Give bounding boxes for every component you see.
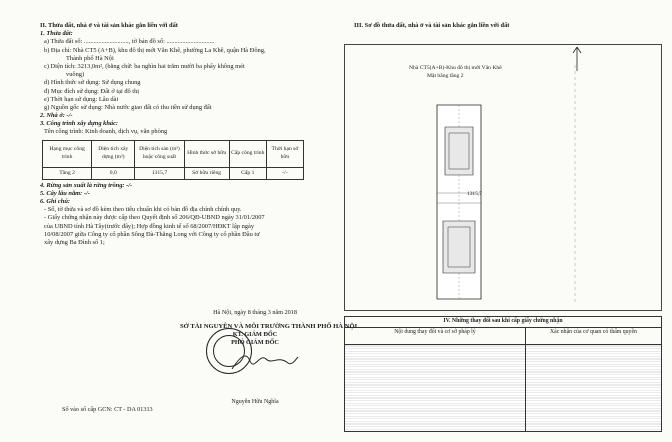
house-title: 2. Nhà ở: -/-: [40, 112, 73, 120]
perennial-line: 5. Cây lâu năm: -/-: [40, 189, 90, 197]
signer-role-2: PHÓ GIÁM ĐỐC: [231, 339, 279, 347]
section-2: [40, 22, 358, 432]
table-cell: -/-: [266, 167, 303, 179]
issuing-org: SỞ TÀI NGUYÊN VÀ MÔI TRƯỜNG THÀNH PHỐ HÀ NỘI: [180, 322, 358, 330]
table-cell: 0,0: [92, 167, 135, 179]
table-cell: 1315,7: [135, 167, 184, 179]
usage-origin: g) Nguồn gốc sử dụng: Nhà nước giao đất có thu tiền sử dụng đất: [44, 103, 212, 111]
table-header: Diện tích xây dựng (m²): [92, 140, 135, 167]
construction-table: [42, 140, 304, 180]
table-header: Thời hạn sở hữu: [266, 140, 303, 167]
plan-title: Nhà CT5(A+B)-Khu đô thị mới Văn Khê: [409, 65, 502, 71]
usage-term: e) Thời hạn sử dụng: Lâu dài: [44, 95, 119, 103]
section-2-heading: II. Thửa đất, nhà ở và tài sản khác gắn liền với đất: [40, 22, 178, 29]
construction-title: 3. Công trình xây dựng khác:: [40, 120, 119, 128]
note-2-line-1: - Giấy chứng nhận này được cấp theo Quyết định số 206/QĐ-UBND ngày 31/01/2007: [44, 214, 265, 222]
changes-col-content: Nội dung thay đổi và cơ sở pháp lý: [345, 328, 526, 345]
plan-area-label: 1315,7: [467, 191, 482, 197]
issue-date: Hà Nội, ngày 8 tháng 3 năm 2018: [213, 309, 297, 316]
changes-table: [344, 316, 662, 432]
area-line-1: c) Diện tích: 3213,0m², (bằng chữ: ba nghìn hai trăm mười ba phẩy không mét: [44, 62, 245, 70]
certificate-number: Số vào sổ cấp GCN: CT - DA 01313: [62, 406, 153, 413]
usage-form: d) Hình thức sử dụng: Sử dụng chung: [44, 79, 141, 87]
area-line-2: vuông): [66, 71, 85, 79]
signer-name: Nguyễn Hữu Nghĩa: [231, 399, 279, 406]
changes-empty-cell: [345, 345, 526, 432]
note-2-line-4: xây dựng Ba Đình số 1;: [44, 238, 105, 246]
table-cell: Tầng 2: [43, 167, 92, 179]
forest-line: 4. Rừng sản xuất là rừng trồng: -/-: [40, 181, 133, 189]
section-4-heading: IV. Những thay đổi sau khi cấp giấy chứng nhận: [345, 317, 662, 328]
plan-subtitle: Mặt bằng tầng 2: [427, 73, 464, 79]
table-cell: Sở hữu riêng: [184, 167, 229, 179]
site-plan-frame: [344, 44, 662, 311]
note-2-line-3: 10/08/2007 giữa Công ty cổ phần Sông Đà-Thăng Long với Công ty cổ phần Đầu tư: [44, 230, 260, 238]
usage-purpose: đ) Mục đích sử dụng: Đất ở tại đô thị: [44, 87, 140, 95]
note-1: - Số, tờ thửa và sơ đồ kèm theo tiêu chuẩn khi có bản đồ địa chính chính quy.: [44, 206, 242, 214]
note-2-line-2: của UBND tỉnh Hà Tây(trước đây); Hợp đồng kinh tế số 68/2007/HĐKT lập ngày: [44, 222, 255, 230]
handwritten-signature: [230, 347, 300, 377]
table-header: Hình thức sở hữu: [184, 140, 229, 167]
section-3-heading: III. Sơ đồ thửa đất, nhà ở và tài sản khác gắn liền với đất: [354, 22, 510, 29]
changes-col-authority: Xác nhận của cơ quan có thẩm quyền: [525, 328, 661, 345]
table-header: Hạng mục công trình: [43, 140, 92, 167]
construction-name: Tên công trình: Kinh doanh, dịch vụ, văn phòng: [44, 128, 168, 136]
table-header: Diện tích sàn (m²) hoặc công suất: [135, 140, 184, 167]
land-plot-title: 1. Thửa đất:: [40, 30, 73, 38]
floor-plan-drawing: [429, 103, 489, 303]
notes-title: 6. Ghi chú:: [40, 198, 71, 205]
table-header-row: [43, 140, 304, 167]
table-cell: Cấp 1: [229, 167, 266, 179]
plot-number: a) Thửa đất số: ............................, tờ bản đồ số: ..............................: [44, 38, 215, 46]
address-line-2: Thành phố Hà Nội: [66, 54, 114, 62]
table-row: [43, 167, 304, 179]
authority-empty-cell: [525, 345, 661, 432]
section-3-4: [344, 22, 662, 432]
signer-role-1: KT. GIÁM ĐỐC: [232, 331, 278, 339]
address-line-1: b) Địa chỉ: Nhà CT5 (A+B), khu đô thị mới Văn Khê, phường La Khê, quận Hà Đông,: [44, 46, 266, 54]
fold-line: [573, 65, 577, 305]
table-header: Cấp công trình: [229, 140, 266, 167]
